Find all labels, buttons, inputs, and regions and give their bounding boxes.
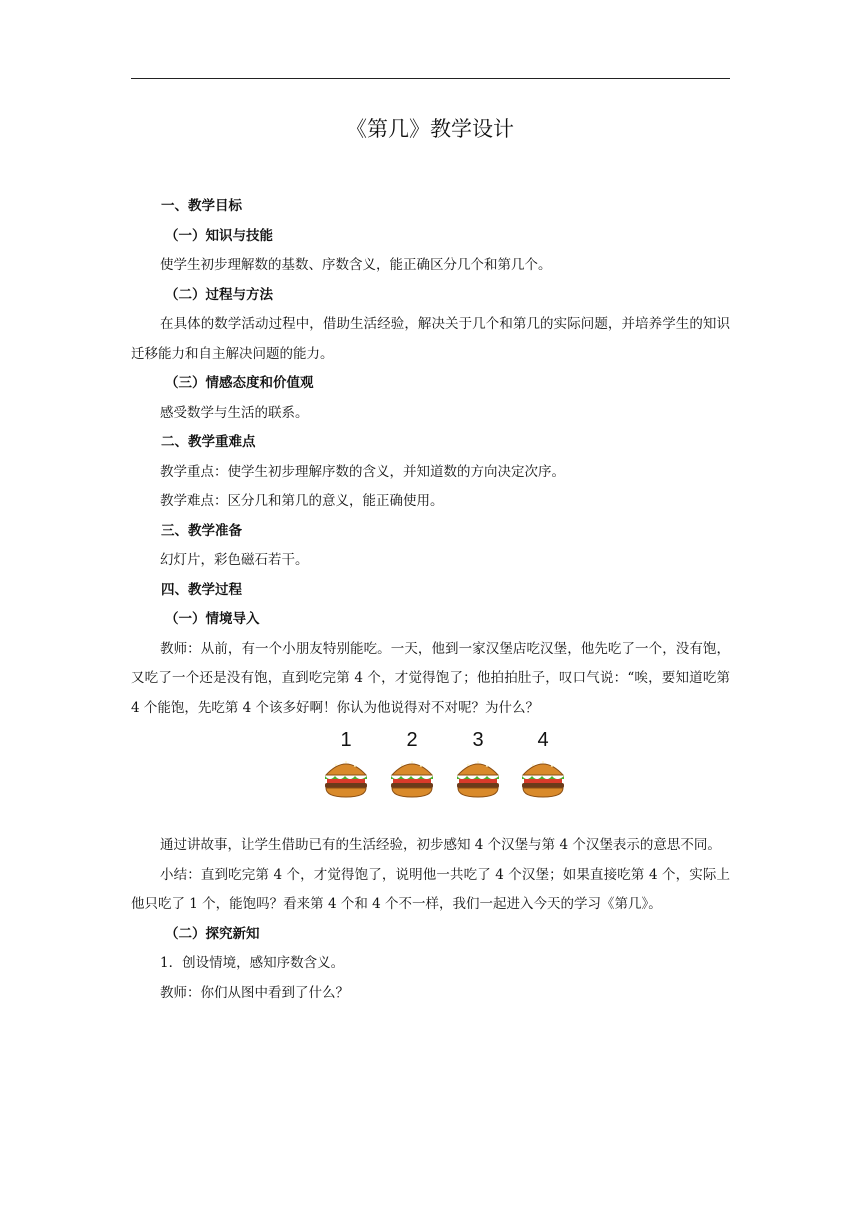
subheading-introduction: （一）情境导入	[165, 611, 260, 627]
burger-item	[318, 729, 374, 801]
burger-item	[384, 729, 440, 801]
header-rule	[131, 78, 730, 79]
burger-number: 3	[472, 729, 484, 751]
paragraph-teacher-question: 教师：你们从图中看到了什么？	[160, 984, 349, 1001]
burger-number: 4	[537, 729, 549, 751]
section-heading-process: 四、教学过程	[161, 581, 242, 598]
paragraph-story: 教师：从前，有一个小朋友特别能吃。一天，他到一家汉堡店吃汉堡，他先吃了一个，没有饱，又吃了一个还是没有饱，直到吃完第 4 个，才觉得饱了；他拍拍肚子，叹口气说：“唉，要知道吃第 4 个能饱，先吃第 4 个该多好啊！你认为他说得对不对呢？为什么？	[131, 640, 730, 716]
paragraph-step-1: 1．创设情境，感知序数含义。	[160, 955, 345, 971]
paragraph-knowledge: 使学生初步理解数的基数、序数含义，能正确区分几个和第几个。	[160, 257, 552, 273]
section-heading-key-points: 二、教学重难点	[161, 434, 256, 450]
paragraph-process: 在具体的数学活动过程中，借助生活经验，解决关于几个和第几的实际问题，并培养学生的知识迁移能力和自主解决问题的能力。	[131, 316, 730, 362]
burger-item	[450, 729, 506, 801]
subheading-attitude: （三）情感态度和价值观	[165, 375, 314, 391]
hamburger-icon	[322, 755, 370, 801]
paragraph-attitude: 感受数学与生活的联系。	[160, 404, 309, 421]
paragraph-summary: 小结：直到吃完第 4 个，才觉得饱了，说明他一共吃了 4 个汉堡；如果直接吃第 4 个，实际上他只吃了 1 个，能饱吗？看来第 4 个和 4 个不一样，我们一起进入今天的学习《第几》。	[131, 866, 730, 912]
burger-item	[515, 729, 571, 801]
section-heading-objectives: 一、教学目标	[161, 198, 242, 214]
subheading-explore: （二）探究新知	[165, 925, 260, 942]
paragraph-preparation: 幻灯片，彩色磁石若干。	[160, 552, 309, 568]
document-title: 《第几》教学设计	[346, 117, 514, 141]
subheading-knowledge: （一）知识与技能	[165, 227, 273, 244]
hamburger-illustration	[131, 729, 730, 829]
burger-number: 1	[340, 729, 352, 751]
paragraph-key-point: 教学重点：使学生初步理解序数的含义，并知道数的方向决定次序。	[160, 463, 565, 480]
hamburger-icon	[454, 755, 502, 801]
paragraph-story-purpose: 通过讲故事，让学生借助已有的生活经验，初步感知 4 个汉堡与第 4 个汉堡表示的意思不同。	[160, 837, 721, 853]
document-body	[131, 192, 730, 1008]
section-heading-preparation: 三、教学准备	[161, 522, 242, 539]
burger-number: 2	[406, 729, 418, 751]
hamburger-icon	[519, 755, 567, 801]
hamburger-icon	[388, 755, 436, 801]
paragraph-difficulty: 教学难点：区分几和第几的意义，能正确使用。	[160, 493, 444, 509]
subheading-process: （二）过程与方法	[165, 286, 273, 303]
